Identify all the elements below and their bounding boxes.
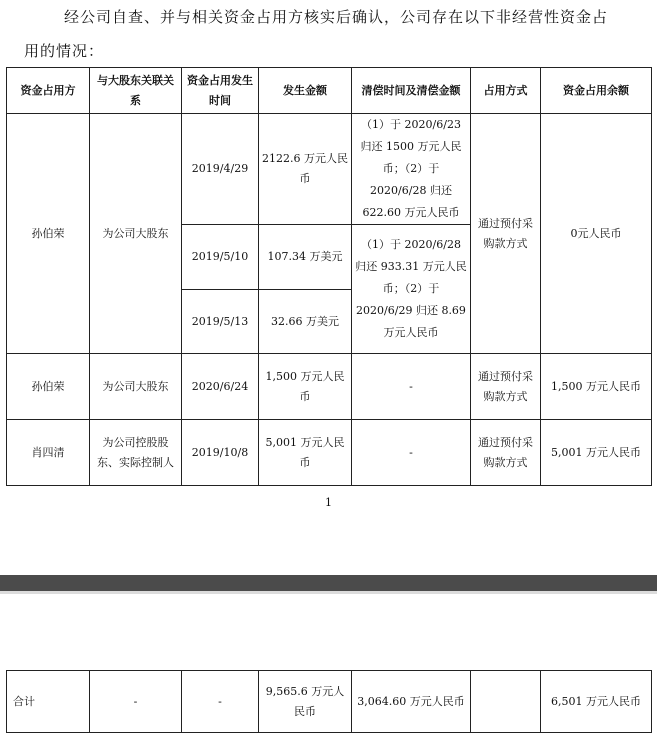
- cell-amount: 2122.6 万元人民币: [259, 114, 352, 225]
- intro-line-2: 用的情况：: [24, 42, 105, 60]
- cell-balance: 5,001 万元人民币: [541, 420, 652, 486]
- cell-balance: 6,501 万元人民币: [541, 671, 652, 733]
- cell-method: 通过预付采购款方式: [471, 420, 541, 486]
- cell-date: 2020/6/24: [182, 354, 259, 420]
- cell-date: 2019/4/29: [182, 114, 259, 225]
- header-party: 资金占用方: [7, 68, 90, 114]
- cell-party: 孙伯荣: [7, 354, 90, 420]
- table-row: [7, 354, 652, 420]
- cell-method: 通过预付采购款方式: [471, 354, 541, 420]
- cell-party: 肖四清: [7, 420, 90, 486]
- header-relation: 与大股东关联关系: [90, 68, 182, 114]
- cell-relation: -: [90, 671, 182, 733]
- cell-balance: 0元人民币: [541, 114, 652, 354]
- page-number: 1: [325, 496, 332, 509]
- table-row: [7, 420, 652, 486]
- cell-repayment: -: [352, 354, 471, 420]
- cell-party: 孙伯荣: [7, 114, 90, 354]
- intro-line-1: 经公司自查、并与相关资金占用方核实后确认，公司存在以下非经营性资金占: [64, 8, 609, 26]
- table-row: [7, 114, 652, 225]
- header-balance: 资金占用余额: [541, 68, 652, 114]
- table-row-total: [7, 671, 652, 733]
- cell-date: -: [182, 671, 259, 733]
- cell-amount: 32.66 万美元: [259, 290, 352, 354]
- cell-repayment: 3,064.60 万元人民币: [352, 671, 471, 733]
- cell-relation: 为公司大股东: [90, 114, 182, 354]
- header-amount: 发生金额: [259, 68, 352, 114]
- header-repayment: 清偿时间及清偿金额: [352, 68, 471, 114]
- cell-amount: 1,500 万元人民币: [259, 354, 352, 420]
- page-break-shadow: [0, 591, 657, 594]
- fund-occupation-total-table: [6, 670, 652, 733]
- cell-relation: 为公司大股东: [90, 354, 182, 420]
- fund-occupation-table: [6, 67, 652, 486]
- cell-date: 2019/10/8: [182, 420, 259, 486]
- cell-amount: 107.34 万美元: [259, 225, 352, 290]
- cell-amount: 5,001 万元人民币: [259, 420, 352, 486]
- cell-date: 2019/5/10: [182, 225, 259, 290]
- cell-relation: 为公司控股股东、实际控制人: [90, 420, 182, 486]
- cell-amount: 9,565.6 万元人民币: [259, 671, 352, 733]
- cell-date: 2019/5/13: [182, 290, 259, 354]
- cell-repayment: （1）于 2020/6/28 归还 933.31 万元人民币；（2）于 2020/6/29 归还 8.69 万元人民币: [352, 225, 471, 354]
- cell-method: [471, 671, 541, 733]
- header-date: 资金占用发生时间: [182, 68, 259, 114]
- cell-method: 通过预付采购款方式: [471, 114, 541, 354]
- cell-total-label: 合计: [7, 671, 90, 733]
- cell-repayment: （1）于 2020/6/23 归还 1500 万元人民币；（2）于 2020/6/28 归还 622.60 万元人民币: [352, 114, 471, 225]
- intro-paragraph: [24, 0, 650, 68]
- table-header-row: [7, 68, 652, 114]
- cell-balance: 1,500 万元人民币: [541, 354, 652, 420]
- header-method: 占用方式: [471, 68, 541, 114]
- cell-repayment: -: [352, 420, 471, 486]
- page-break-bar: [0, 575, 657, 591]
